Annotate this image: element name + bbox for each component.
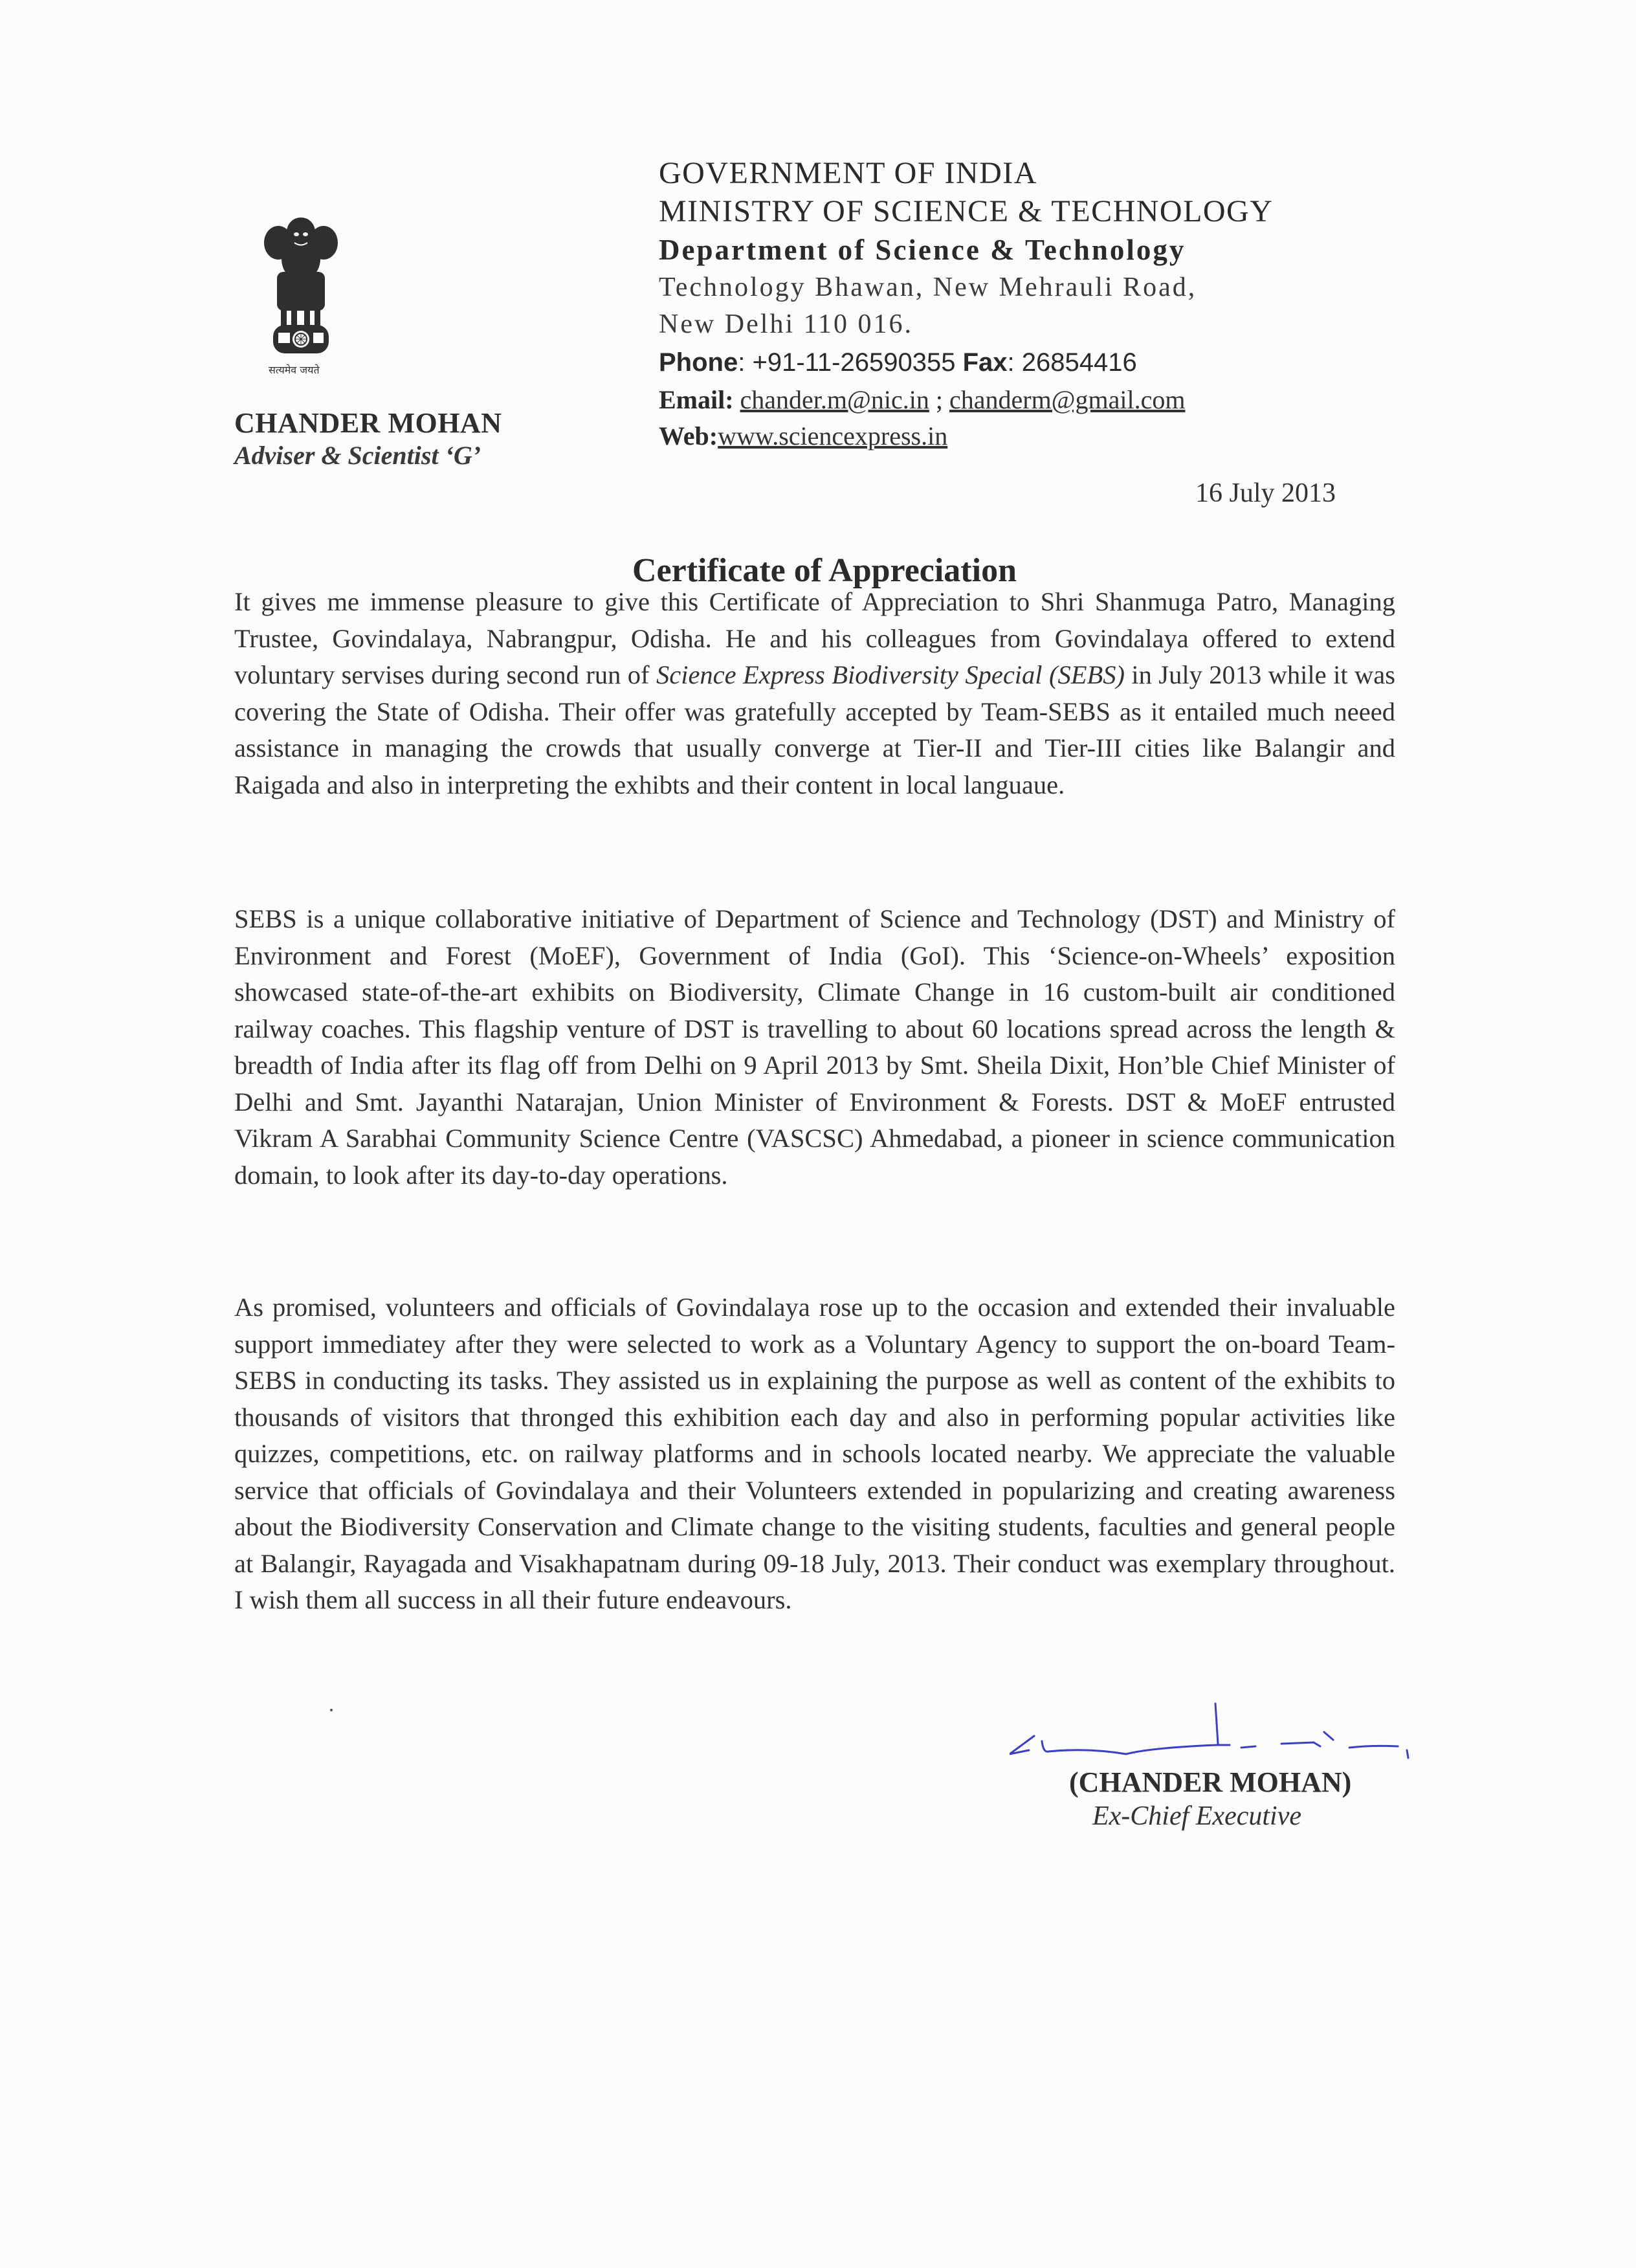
ministry-heading: MINISTRY OF SCIENCE & TECHNOLOGY [659,194,1274,228]
contact-email [659,382,1371,418]
fax-value: : 26854416 [1007,348,1137,377]
officer-name: CHANDER MOHAN [234,407,502,439]
officer-title: Adviser & Scientist ‘G’ [234,441,481,470]
email-separator: ; [929,385,949,414]
letter-date: 16 July 2013 [1195,478,1336,508]
signatory-name: (CHANDER MOHAN) [1069,1766,1352,1798]
signature-icon [1010,1702,1476,1773]
email-link-primary[interactable]: chander.m@nic.in [740,385,929,414]
paragraph-1-part-2: in July 2013 while it was covering the State of Odisha. Their offer was gratefully accepted by Team-SEBS as it entailed much neeed assistance in managing the crowds that usually converge at Tier-II and Tier-III cities like Balangir and Raigada and also in interpreting the exhibts and their content in local languaue. [234,660,1396,799]
email-link-secondary[interactable]: chanderm@gmail.com [949,385,1186,414]
paragraph-3-text: As promised, volunteers and officials of Govindalaya rose up to the occasion and extended their invaluable support immediatey after they were selected to work as a Voluntary Agency to support the on-board Team-SEBS in conducting its tasks. They assisted us in explaining the purpose as well as content of the exhibits to thousands of visitors that thronged this exhibition each day and also in performing popular activities like quizzes, competitions, etc. on railway platforms and in schools located nearby. We appreciate the valuable service that officials of Govindalaya and their Volunteers extended in popularizing and creating awareness about the Biodiversity Conservation and Climate change to the visiting students, faculties and general people at Balangir, Rayagada and Visakhapatnam during 09-18 July, 2013. Their conduct was exemplary throughout. I wish them all success in all their future endeavours. [234,1293,1395,1614]
national-emblem-icon [259,214,343,369]
address-line-2: New Delhi 110 016. [659,309,914,339]
certificate-title: Certificate of Appreciation [632,552,1017,589]
contact-web [659,418,1371,454]
paragraph-1 [234,584,1395,803]
emblem-motto: सत्यमेव जयते [269,364,320,376]
phone-value: : +91-11-26590355 [738,348,963,377]
contact-phone-fax [659,343,1371,382]
signatory-title: Ex-Chief Executive [1092,1801,1301,1831]
paragraph-3 [234,1289,1395,1619]
paragraph-1-italic: Science Express Biodiversity Special (SEBS) [656,660,1125,689]
paragraph-2-text: SEBS is a unique collaborative initiative of Department of Science and Technology (DST) and Ministry of Environment and Forest (MoEF), Government of India (GoI). This ‘Science-on-Wheels’ exposition showcased state-of-the-art exhibits on Biodiversity, Climate Change in 16 custom-built air conditioned railway coaches. This flagship venture of DST is travelling to about 60 locations spread across the length & breadth of India after its flag off from Delhi on 9 April 2013 by Smt. Sheila Dixit, Hon’ble Chief Minister of Delhi and Smt. Jayanthi Natarajan, Union Minister of Environment & Forests. DST & MoEF entrusted Vikram A Sarabhai Community Science Centre (VASCSC) Ahmedabad, a pioneer in science communication domain, to look after its day-to-day operations. [234,904,1395,1190]
web-label: Web: [659,421,718,450]
paragraph-1-part-1: It gives me immense pleasure to give this Certificate of Appreciation to Shri Shanmuga Patro, Managing Trustee, Govindalaya, Nabrangpur, Odisha. He and his colleagues from Govindalaya offered to extend voluntary servises during second run of [234,587,1395,689]
scan-speck [330,1709,333,1711]
phone-label: Phone [659,348,738,377]
fax-label: Fax [962,348,1008,377]
letterhead-organization [659,154,1371,454]
paragraph-2 [234,901,1395,1194]
address-line-1: Technology Bhawan, New Mehrauli Road, [659,272,1197,302]
website-link[interactable]: www.sciencexpress.in [718,421,948,450]
department-heading: Department of Science & Technology [659,234,1186,266]
email-label: Email: [659,385,734,414]
government-heading: GOVERNMENT OF INDIA [659,156,1037,190]
